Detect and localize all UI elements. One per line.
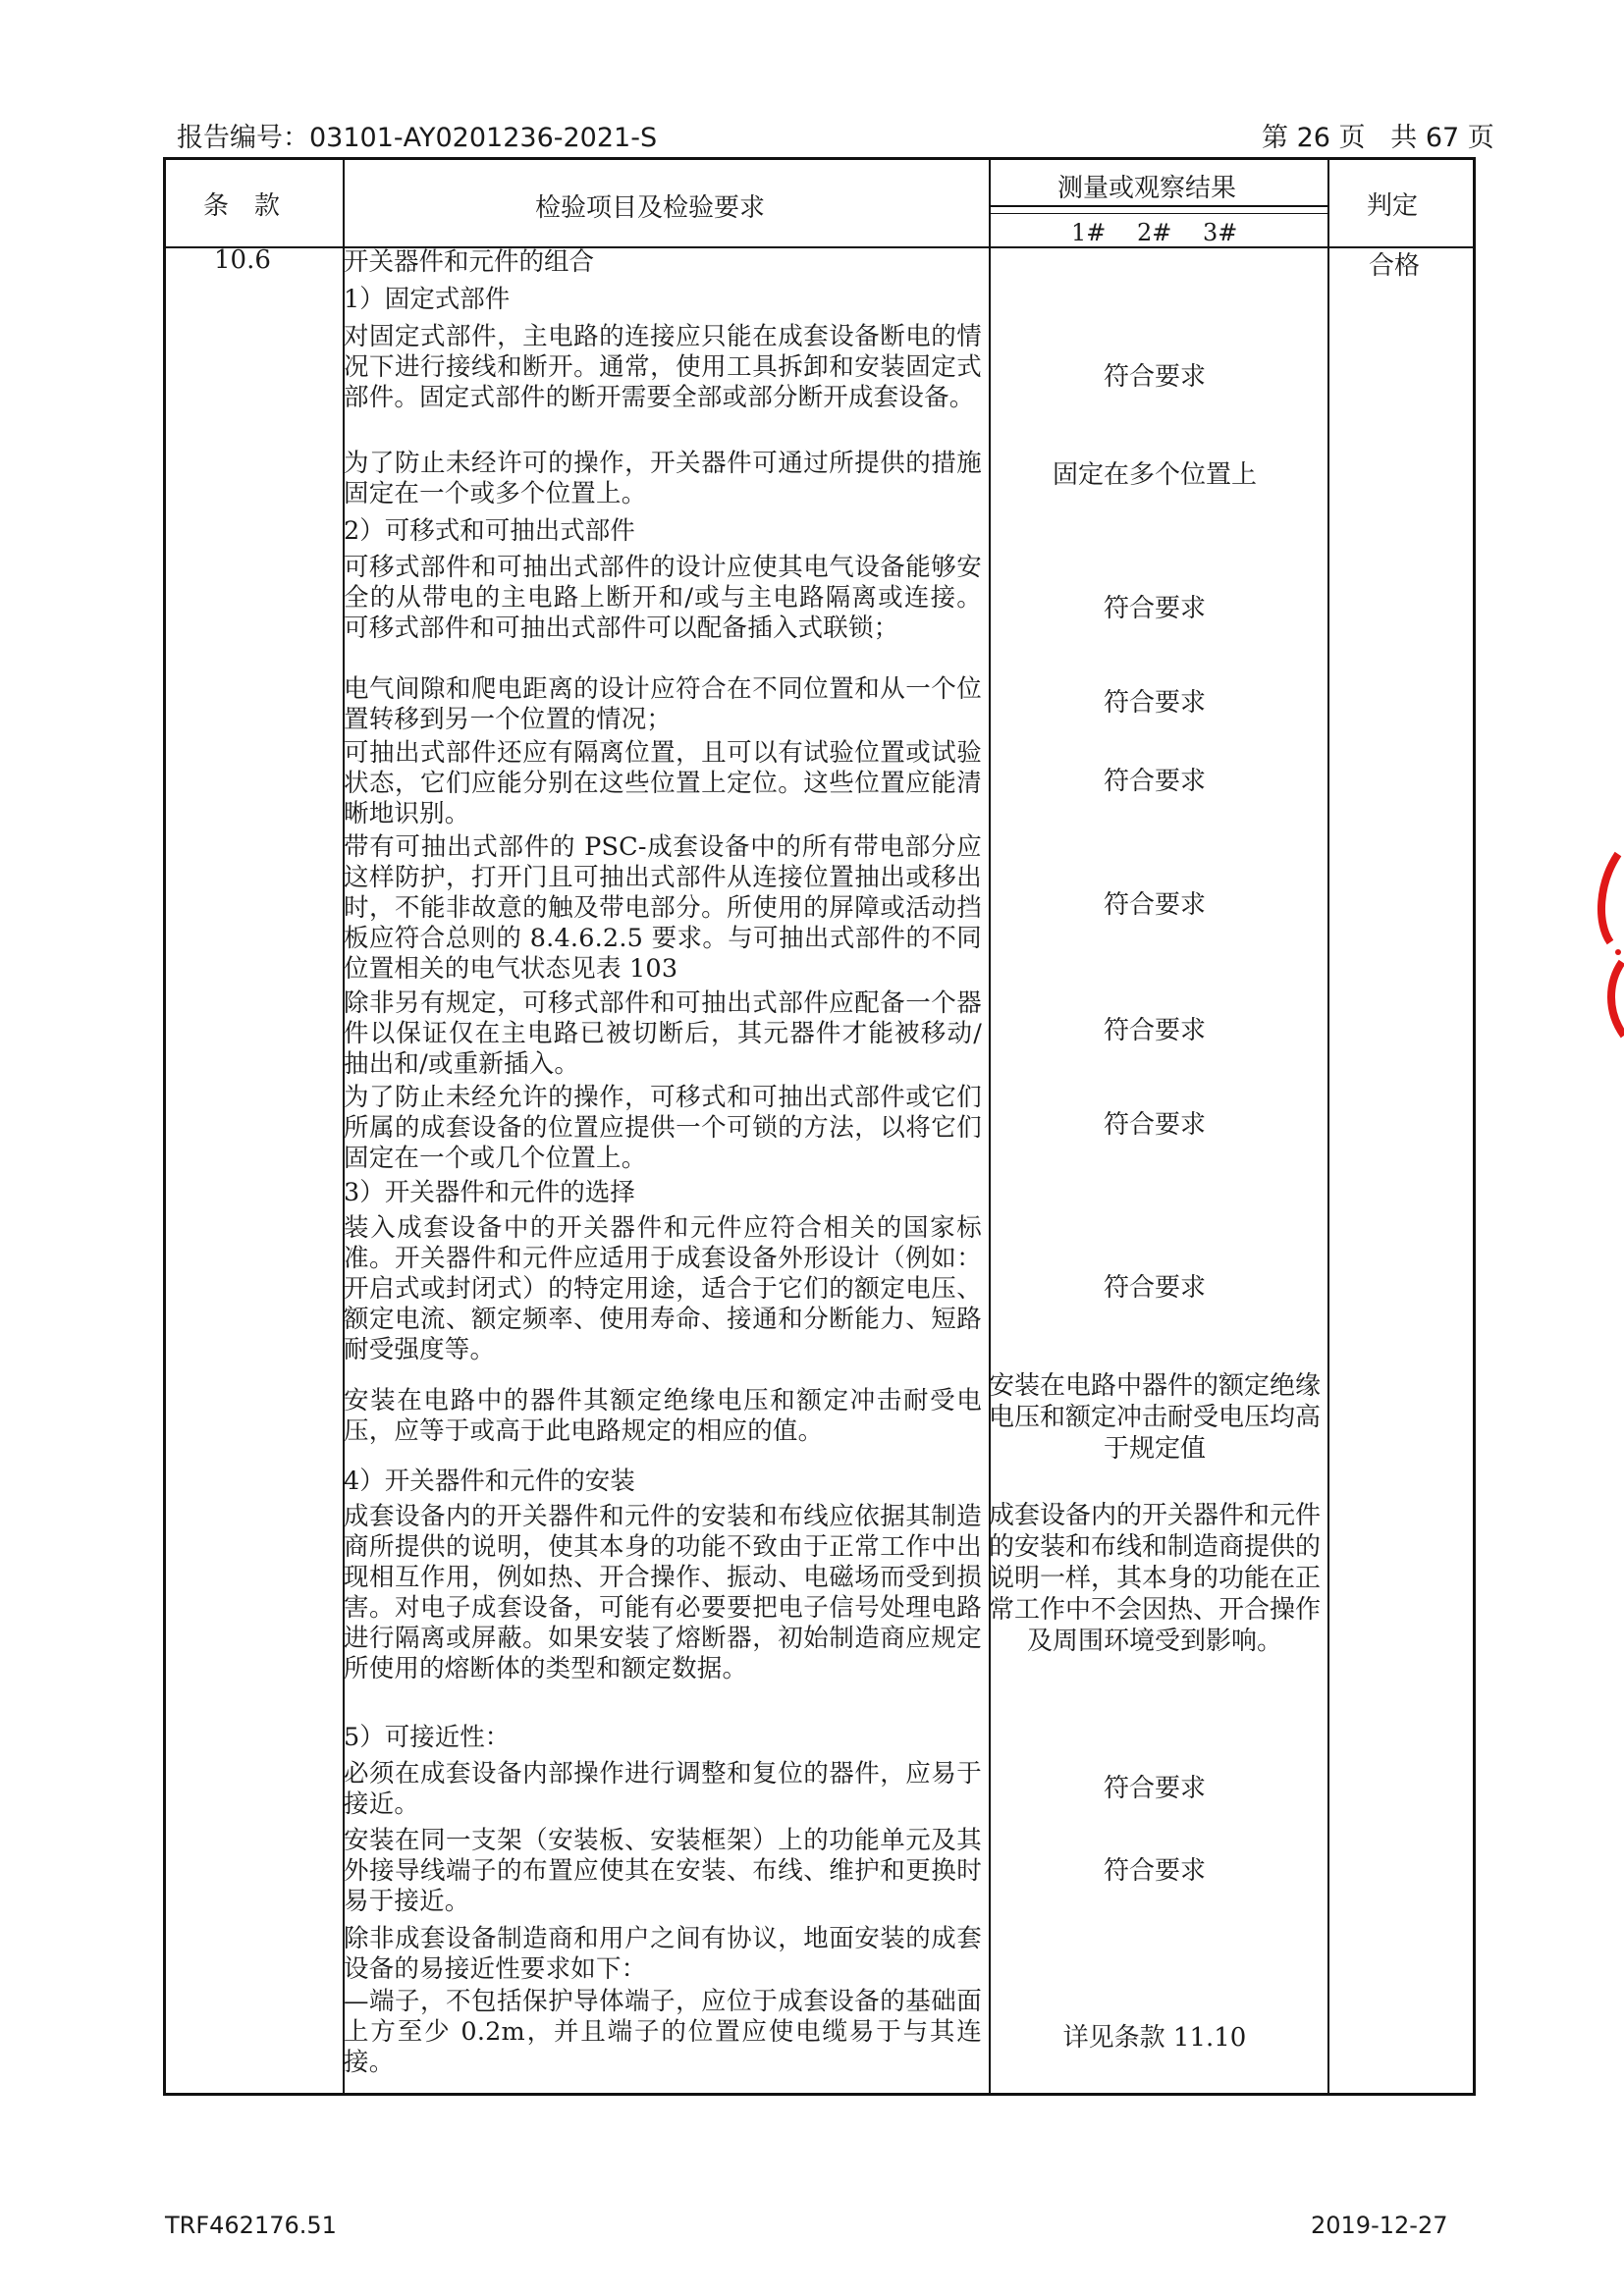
verdict-value: 合格 (1369, 251, 1421, 281)
page-indicator (1262, 116, 1494, 154)
requirement-text: 必须在成套设备内部操作进行调整和复位的器件，应易于接近。 (344, 1759, 982, 1819)
report-number: 报告编号：03101-AY0201236-2021-S (177, 123, 658, 153)
section-fixed-parts: 1）固定式部件 (344, 285, 511, 314)
requirement-text: 除非成套设备制造商和用户之间有协议，地面安装的成套设备的易接近性要求如下： (344, 1924, 982, 1984)
requirement-text: 成套设备内的开关器件和元件的安装和布线应依据其制造商所提供的说明，使其本身的功能不致由于正常工作中出现相互作用，例如热、开合操作、振动、电磁场而受到损害。对电子成套设备，可能有必要要把电子信号处理电路进行隔离或屏蔽。如果安装了熔断器，初始制造商应规定所使用的熔断体的类型和额定数据。 (344, 1502, 982, 1683)
result-text: 符合要求 (1103, 688, 1206, 718)
section-installation: 4）开关器件和元件的安装 (344, 1467, 635, 1496)
requirement-text: 除非另有规定，可移式部件和可抽出式部件应配备一个器件以保证仅在主电路已被切断后，其元器件才能被移动/抽出和/或重新插入。 (344, 988, 982, 1079)
requirement-text: 可抽出式部件还应有隔离位置，且可以有试验位置或试验状态，它们应能分别在这些位置上定位。这些位置应能清晰地识别。 (344, 738, 982, 828)
section-removable-parts: 2）可移式和可抽出式部件 (344, 516, 635, 546)
sample-header: 1# 2# 3# (1071, 219, 1238, 246)
result-header: 测量或观察结果 (1057, 174, 1237, 203)
result-text: 成套设备内的开关器件和元件的安装和布线和制造商提供的说明一样，其本身的功能在正常工作中不会因热、开合操作及周围环境受到影响。 (988, 1501, 1321, 1656)
requirement-text: 可移式部件和可抽出式部件的设计应使其电气设备能够安全的从带电的主电路上断开和/或与主电路隔离或连接。可移式部件和可抽出式部件可以配备插入式联锁； (344, 553, 982, 643)
seal-stamp-fragment (1589, 844, 1624, 1041)
clause-header: 条 款 (203, 191, 281, 221)
result-text: 详见条款 11.10 (1062, 2023, 1247, 2053)
verdict-header: 判定 (1367, 191, 1419, 221)
column-divider (1327, 160, 1329, 2093)
requirement-text: 装入成套设备中的开关器件和元件应符合相关的国家标准。开关器件和元件应适用于成套设备外形设计（例如：开启式或封闭式）的特定用途，适合于它们的额定电压、额定电流、额定频率、使用寿命、接通和分断能力、短路耐受强度等。 (344, 1213, 982, 1364)
requirement-text: 电气间隙和爬电距离的设计应符合在不同位置和从一个位置转移到另一个位置的情况； (344, 674, 982, 734)
result-text: 安装在电路中器件的额定绝缘电压和额定冲击耐受电压均高于规定值 (988, 1371, 1321, 1464)
result-text: 符合要求 (1103, 1774, 1206, 1803)
result-text: 符合要求 (1103, 1273, 1206, 1303)
requirement-text: 安装在电路中的器件其额定绝缘电压和额定冲击耐受电压，应等于或高于此电路规定的相应的值。 (344, 1386, 982, 1446)
result-text: 符合要求 (1103, 890, 1206, 920)
total-pages: 共 67 页 (1390, 123, 1494, 153)
result-subheader-divider (989, 205, 1327, 207)
requirement-text: —端子，不包括保护导体端子，应位于成套设备的基础面上方至少 0.2m，并且端子的位置应使电缆易于与其连接。 (344, 1987, 982, 2077)
section-selection: 3）开关器件和元件的选择 (344, 1178, 635, 1207)
result-text: 固定在多个位置上 (1052, 460, 1257, 490)
result-text: 符合要求 (1103, 594, 1206, 623)
section-accessibility: 5）可接近性： (344, 1723, 511, 1752)
result-text: 符合要求 (1103, 1856, 1206, 1886)
result-text: 符合要求 (1103, 1110, 1206, 1140)
clause-number: 10.6 (214, 245, 271, 275)
requirement-text: 为了防止未经许可的操作，开关器件可通过所提供的措施固定在一个或多个位置上。 (344, 449, 982, 508)
section-title: 开关器件和元件的组合 (344, 247, 595, 277)
result-text: 符合要求 (1103, 767, 1206, 796)
form-number: TRF462176.51 (165, 2212, 337, 2239)
requirement-text: 带有可抽出式部件的 PSC-成套设备中的所有带电部分应这样防护，打开门且可抽出式部件从连接位置抽出或移出时，不能非故意的触及带电部分。所使用的屏障或活动挡板应符合总则的 8.4.6.2.5 要求。与可抽出式部件的不同位置相关的电气状态见表 103 (344, 832, 982, 984)
result-text: 符合要求 (1103, 1016, 1206, 1045)
requirement-text: 为了防止未经允许的操作，可移式和可抽出式部件或它们所属的成套设备的位置应提供一个可锁的方法，以将它们固定在一个或几个位置上。 (344, 1083, 982, 1173)
result-text: 符合要求 (1103, 362, 1206, 392)
requirement-text: 安装在同一支架（安装板、安装框架）上的功能单元及其外接导线端子的布置应使其在安装、布线、维护和更换时易于接近。 (344, 1826, 982, 1916)
requirement-text: 对固定式部件，主电路的连接应只能在成套设备断电的情况下进行接线和断开。通常，使用工具拆卸和安装固定式部件。固定式部件的断开需要全部或部分断开成套设备。 (344, 322, 982, 412)
form-date: 2019-12-27 (1311, 2212, 1448, 2239)
item-header: 检验项目及检验要求 (535, 193, 766, 223)
page-number: 第 26 页 (1262, 123, 1366, 153)
